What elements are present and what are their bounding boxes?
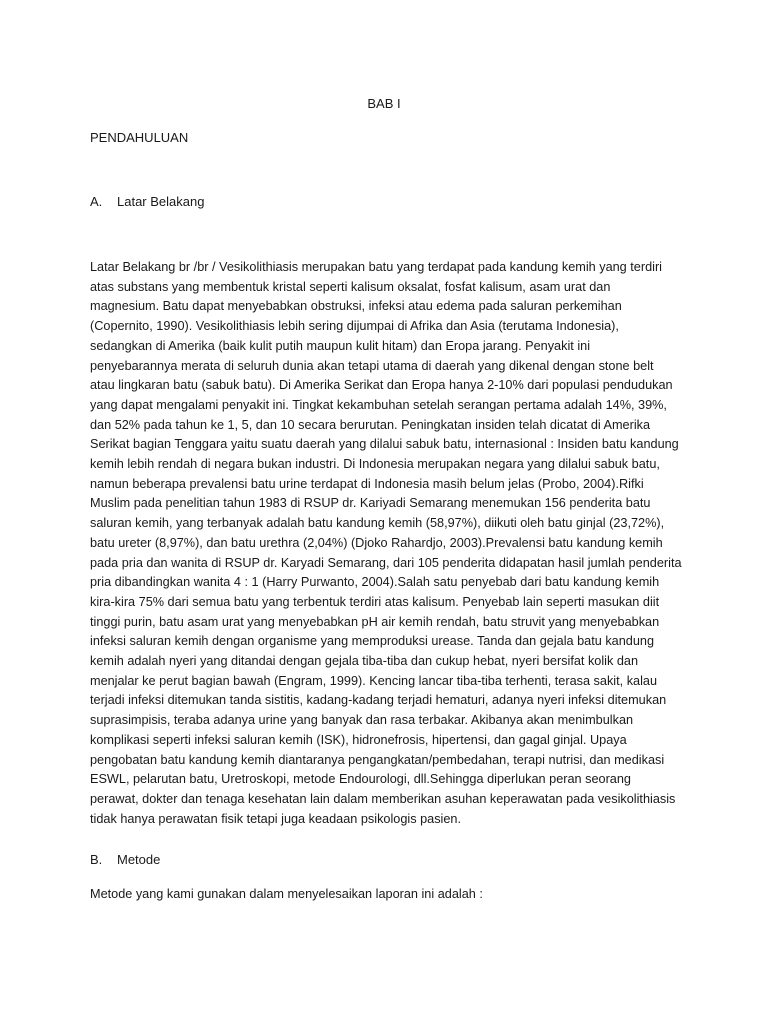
paragraph-line: kemih lebih rendah di negara bukan industri. Di Indonesia merupakan negara yang dilalui sabuk batu, [90, 457, 660, 472]
paragraph-line: atas substans yang membentuk kristal seperti kalisum oksalat, fosfat kalisum, asam urat dan [90, 279, 611, 294]
paragraph-line: Latar Belakang br /br / Vesikolithiasis merupakan batu yang terdapat pada kandung kemih yang terdiri [90, 260, 662, 274]
paragraph-line: menjalar ke perut bagian bawah (Engram, 1999). Kencing lancar tiba-tiba terhenti, terasa sakit, kalau [90, 673, 658, 688]
paragraph-line: kemih adalah nyeri yang ditandai dengan gejala tiba-tiba dan cukup hebat, nyeri bersifat kolik dan [90, 654, 639, 669]
paragraph-line: infeksi saluran kemih dengan organisme yang memproduksi urease. Tanda dan gejala batu kandung [90, 634, 655, 649]
paragraph-line: perawat, dokter dan tenaga kesehatan lain dalam memberikan asuhan keperawatan pada vesikolithiasis [90, 791, 676, 806]
paragraph-line: pada pria dan wanita di RSUP dr. Karyadi Semarang, dari 105 penderita didapatan hasil jumlah penderita [90, 555, 682, 570]
paragraph-line: magnesium. Batu dapat menyebabkan obstruksi, infeksi atau edema pada saluran perkemihan [90, 299, 622, 314]
paragraph-line: sedangkan di Amerika (baik kulit putih maupun kulit hitam) dan Eropa jarang. Penyakit ini [90, 338, 591, 353]
paragraph-line: atau lingkaran batu (sabuk batu). Di Amerika Serikat dan Eropa hanya 2-10% dari populasi pendudukan [90, 378, 673, 393]
chapter-number: BAB I [367, 96, 401, 111]
section-heading-metode [90, 852, 160, 868]
paragraph-line: penyebarannya merata di seluruh dunia akan tetapi utama di daerah yang dikenal dengan stone belt [90, 358, 654, 373]
paragraph-line: yang dapat mengalami penyakit ini. Tingkat kekambuhan setelah serangan pertama adalah 14%, 39%, [90, 397, 667, 412]
paragraph-line: Serikat bagian Tenggara yaitu suatu daerah yang dilalui sabuk batu, internasional : Insiden batu kandung [90, 437, 679, 452]
paragraph-line: pria dibandingkan wanita 4 : 1 (Harry Purwanto, 2004).Salah satu penyebab dari batu kandung kemih [90, 575, 660, 590]
paragraph-line: komplikasi seperti infeksi saluran kemih (ISK), hidronefrosis, hipertensi, dan gagal ginjal. Upaya [90, 732, 627, 747]
paragraph-line: kira-kira 75% dari semua batu yang terbentuk terdiri atas kalisum. Penyebab lain seperti masukan diit [90, 594, 660, 609]
section-heading-latar-belakang [90, 194, 204, 210]
paragraph-line: ESWL, pelarutan batu, Uretroskopi, metode Endourologi, dll.Sehingga diperlukan peran seorang [90, 772, 631, 787]
paragraph-line: pengobatan batu kandung kemih diantaranya pengangkatan/pembedahan, terapi nutrisi, dan medikasi [90, 752, 665, 767]
paragraph-line: (Copernito, 1990). Vesikolithiasis lebih sering dijumpai di Afrika dan Asia (terutama Indonesia), [90, 319, 619, 334]
background-paragraph [90, 258, 690, 829]
section-title: Metode [117, 852, 161, 867]
paragraph-line: saluran kemih, yang terbanyak adalah batu kandung kemih (58,97%), diikuti oleh batu ginjal (23,72%), [90, 516, 665, 531]
paragraph-line: tidak hanya perawatan fisik tetapi juga keadaan psikologis pasien. [90, 811, 461, 826]
section-marker: B. [90, 852, 103, 867]
paragraph-line: suprasimpisis, teraba adanya urine yang banyak dan rasa terbakar. Akibanya akan menimbulkan [90, 713, 634, 728]
method-paragraph: Metode yang kami gunakan dalam menyelesaikan laporan ini adalah : [90, 887, 483, 901]
chapter-title: PENDAHULUAN [90, 130, 189, 145]
paragraph-line: dan 52% pada tahun ke 1, 5, dan 10 secara berurutan. Peningkatan insiden telah dicatat di Amerika [90, 417, 651, 432]
section-title: Latar Belakang [117, 194, 205, 209]
paragraph-line: Muslim pada penelitian tahun 1983 di RSUP dr. Kariyadi Semarang menemukan 156 penderita batu [90, 496, 651, 511]
paragraph-line: terjadi infeksi ditemukan tanda sistitis, kadang-kadang terjadi hematuri, adanya nyeri infeksi ditemukan [90, 693, 667, 708]
section-marker: A. [90, 194, 103, 209]
paragraph-line: batu ureter (8,97%), dan batu urethra (2,04%) (Djoko Rahardjo, 2003).Prevalensi batu kandung kemih [90, 535, 663, 550]
paragraph-line: tinggi purin, batu asam urat yang menyebabkan pH air kemih rendah, batu struvit yang menyebabkan [90, 614, 660, 629]
paragraph-line: namun beberapa prevalensi batu urine terdapat di Indonesia masih belum jelas (Probo, 2004).Rifki [90, 476, 644, 491]
